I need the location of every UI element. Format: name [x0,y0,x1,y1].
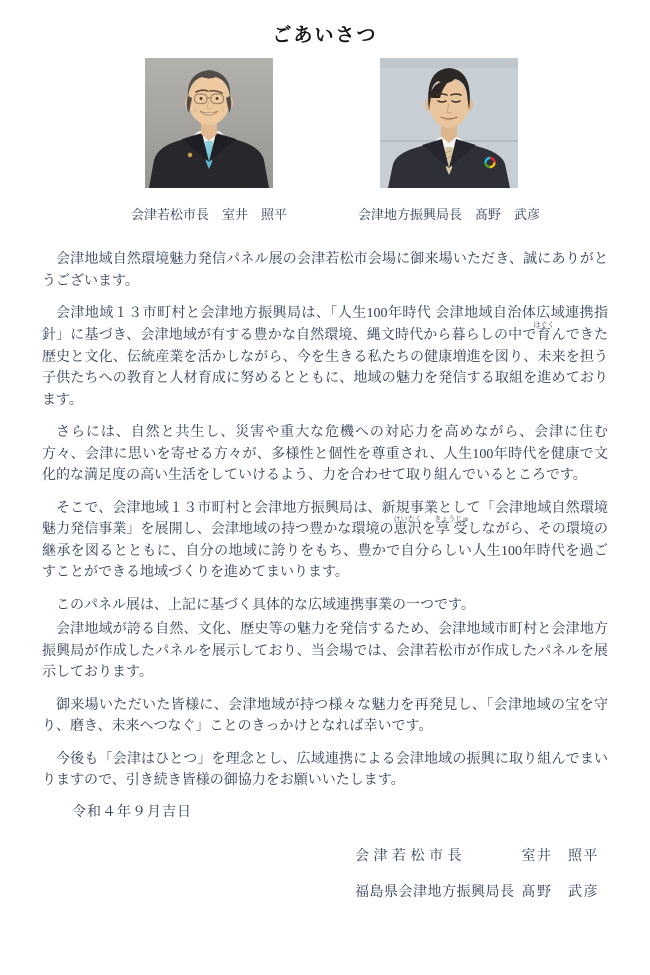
signature-row-mayor [355,845,599,865]
paragraph: このパネル展は、上記に基づく具体的な広域連携事業の一つです。 [56,597,475,613]
signature-name: 室井 照平 [521,849,599,864]
paragraph: 御来場いただいた皆様に、会津地域が持つ様々な魅力を再発見し、「会津地域の宝を守り、磨き、未来へつなぐ」ことのきっかけとなれば幸いです。 [42,697,608,735]
director-portrait-image [380,58,518,188]
body-text [42,249,608,792]
paragraph: 会津地域１３市町村と会津地方振興局は、「人生100年時代 会津地域自治体広域連携指針」に基づき、会津地域が有する豊かな自然環境、縄文時代から暮らしの中で育はぐくんできた歴史と文化、伝統産業を活かしながら、今を生きる私たちの健康増進を図り、未来を担う子供たちへの教育と人材育成に努めるとともに、地域の魅力を発信する取組を進めております。 [42,306,608,408]
mayor-portrait-image [145,58,273,188]
page-title: ごあいさつ [272,24,378,46]
mayor-photo [145,58,273,188]
signature-name: 髙野 武彦 [521,885,599,900]
signature-title: 福島県会津地方振興局長 [355,885,515,900]
date-line: 令和４年９月吉日 [72,805,192,820]
signature-row-director [355,881,599,901]
paragraph: 会津地域が誇る自然、文化、歴史等の魅力を発信するため、会津地域市町村と会津地方振興局が作成したパネルを展示しており、当会場では、会津若松市が作成したパネルを展示しております。 [42,622,608,681]
photo-caption-director: 会津地方振興局長 髙野 武彦 [357,207,540,222]
paragraph: 今後も「会津はひとつ」を理念とし、広域連携による会津地域の振興に取り組んでまいりますので、引き続き皆様の御協力をお願いいたします。 [42,751,608,789]
paragraph: そこで、会津地域１３市町村と会津地方振興局は、新規事業として「会津地域自然環境魅力発信事業」を展開し、会津地域の持つ豊かな環境の恵沢けいたくを享受きょうじゅしながら、その環境の継承を図るとともに、自分の地域に誇りをもち、豊かで自分らしい人生100年時代を過ごすことができる地域づくりを進めてまいります。 [42,500,609,581]
photo-caption-mayor: 会津若松市長 室井 照平 [130,207,287,222]
signature-title: 会津若松市長 [355,849,466,864]
paragraph: さらには、自然と共生し、災害や重大な危機への対応力を高めながら、会津に住む方々、会津に思いを寄せる方々が、多様性と個性を尊重され、人生100年時代を健康で文化的な満足度の高い生活をしていけるよう、力を合わせて取り組んでいるところです。 [42,425,608,483]
signature-block [355,845,599,917]
paragraph: 会津地域自然環境魅力発信パネル展の会津若松市会場に御来場いただき、誠にありがとうございます。 [42,252,608,289]
director-photo [380,58,518,188]
